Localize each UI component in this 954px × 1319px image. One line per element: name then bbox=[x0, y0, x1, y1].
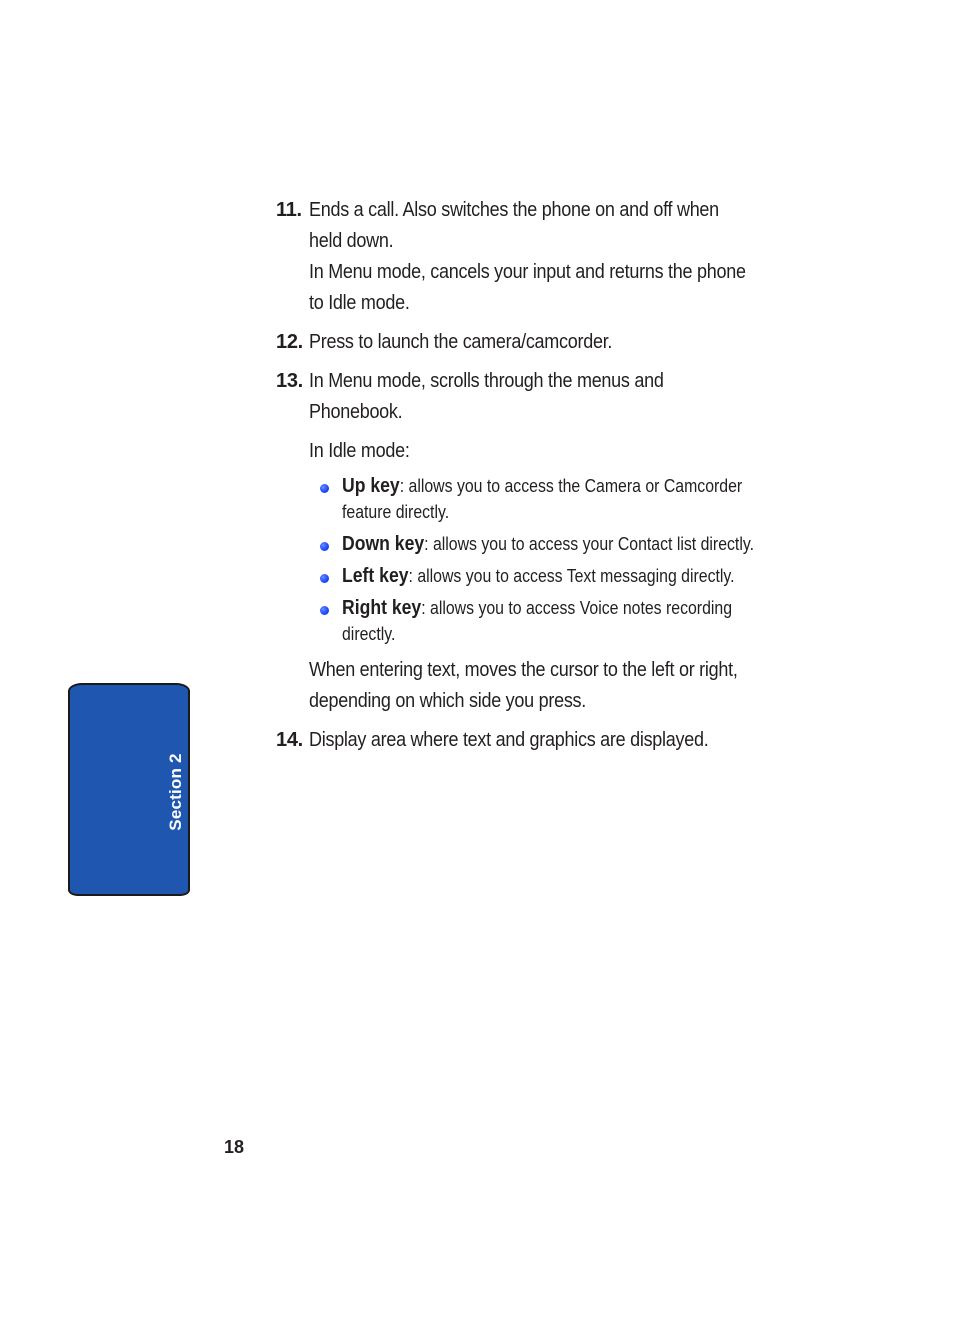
bullet-dot-icon bbox=[320, 574, 329, 583]
list-item-13 bbox=[276, 366, 816, 717]
key-name: Down key bbox=[342, 533, 425, 555]
instruction-list bbox=[276, 195, 816, 764]
item-number: 13. bbox=[276, 370, 303, 392]
key-name: Right key bbox=[342, 597, 422, 619]
key-description: : allows you to access your Contact list directly. bbox=[424, 534, 754, 554]
bullet-dot-icon bbox=[320, 542, 329, 551]
key-name: Up key bbox=[342, 475, 400, 497]
item-text: In Menu mode, cancels your input and returns the phone bbox=[309, 261, 746, 283]
item-number: 11. bbox=[276, 199, 302, 221]
section-tab-label: Section 2 bbox=[166, 753, 185, 831]
item-text: Press to launch the camera/camcorder. bbox=[309, 331, 613, 353]
item-text: When entering text, moves the cursor to the left or right, bbox=[309, 659, 738, 681]
item-text: depending on which side you press. bbox=[309, 690, 587, 712]
key-name: Left key bbox=[342, 565, 409, 587]
item-text: to Idle mode. bbox=[309, 292, 410, 314]
item-text: In Menu mode, scrolls through the menus and bbox=[309, 370, 664, 392]
bullet-right-key bbox=[309, 595, 816, 647]
bullet-dot-icon bbox=[320, 606, 329, 615]
item-text: held down. bbox=[309, 230, 394, 252]
key-description: : allows you to access Voice notes recording bbox=[421, 598, 733, 618]
key-description: : allows you to access Text messaging directly. bbox=[408, 566, 735, 586]
idle-mode-intro: In Idle mode: bbox=[309, 440, 410, 462]
key-description: directly. bbox=[342, 624, 396, 644]
item-text: Phonebook. bbox=[309, 401, 403, 423]
key-bullet-list bbox=[309, 473, 816, 647]
list-item-12 bbox=[276, 327, 816, 358]
item-number: 12. bbox=[276, 331, 303, 353]
list-item-11 bbox=[276, 195, 816, 319]
page-number: 18 bbox=[224, 1137, 245, 1157]
item-text: Ends a call. Also switches the phone on and off when bbox=[309, 199, 719, 221]
bullet-down-key bbox=[309, 531, 816, 557]
bullet-left-key bbox=[309, 563, 816, 589]
key-description: : allows you to access the Camera or Camcorder bbox=[399, 476, 743, 496]
bullet-up-key bbox=[309, 473, 816, 525]
item-text: Display area where text and graphics are displayed. bbox=[309, 729, 709, 751]
key-description: feature directly. bbox=[342, 502, 450, 522]
item-number: 14. bbox=[276, 729, 303, 751]
list-item-14 bbox=[276, 725, 816, 756]
bullet-dot-icon bbox=[320, 484, 329, 493]
